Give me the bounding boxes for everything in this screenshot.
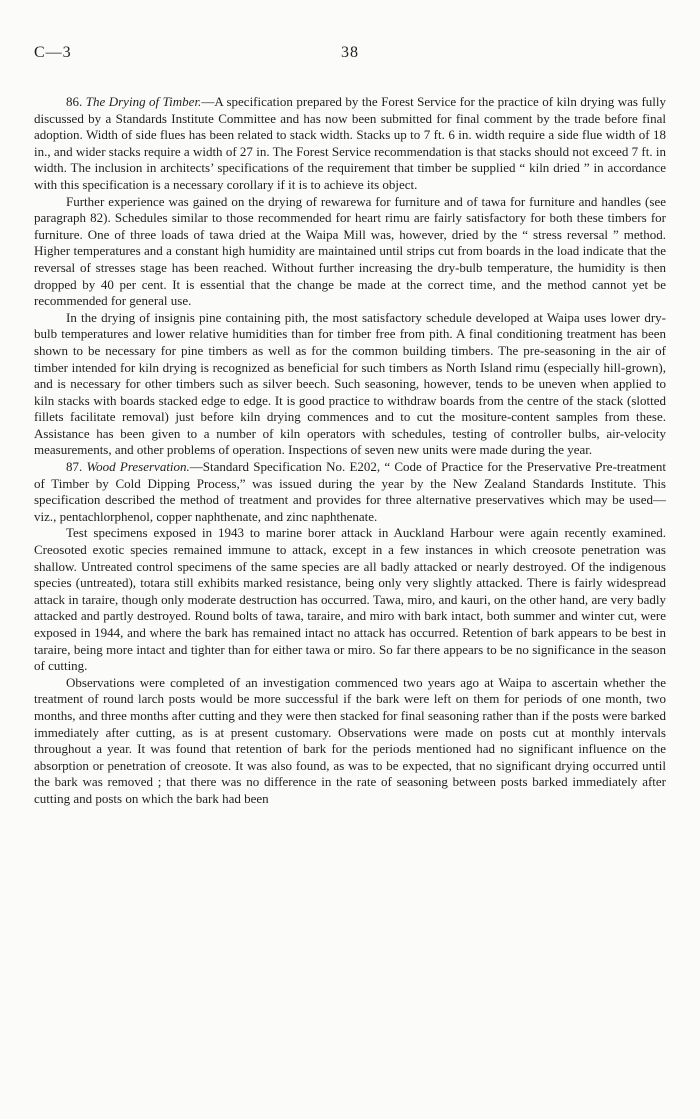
section-number: 86. (66, 94, 83, 109)
paragraph: In the drying of insignis pine containing pith, the most satisfactory schedule developed at Waipa uses lower dry-bulb temperatures and lower relative humidities than for timber free from pith. A final conditioning treatment has been shown to be necessary for pine timbers as well as for the common building timbers. The pre-seasoning in the air of timber intended for kiln drying is recognized as beneficial for such timbers as North Island rimu (especially hill-grown), and is necessary for other timbers such as silver beech. Such seasoning, however, tends to be uneven when applied to kiln stacks with boards stacked edge to edge. It is good practice to withdraw boards from the centre of the stack (slotted fillets facilitate removal) just before kiln drying commences and to cut the mositure-content samples from these. Assistance has been given to a number of kiln operators with schedules, testing of controller bulbs, air-velocity measurements, and other problems of operation. Inspections of seven new units were made during the year. (34, 309, 666, 458)
paragraph: Observations were completed of an investigation commenced two years ago at Waipa to ascertain whether the treatment of round larch posts would be more successful if the bark were left on them for periods of one month, two months, and three months after cutting and they were then stacked for final seasoning rather than if the posts were barked immediately after cutting, as is at present customary. Observations were made on posts cut at monthly intervals throughout a year. It was found that retention of bark for the periods mentioned had no significant influence on the absorption or penetration of creosote. It was also found, as was to be expected, that no significant drying occurred until the bark was removed ; that there was no difference in the rate of seasoning between posts barked immediately after cutting and posts on which the bark had been (34, 674, 666, 806)
page-number: 38 (341, 44, 359, 61)
section-number: 87. (66, 459, 83, 475)
parliamentary-paper-ref: C—3 (34, 44, 72, 61)
paragraph (34, 459, 666, 525)
page-header (34, 44, 666, 66)
section-heading: The Drying of Timber. (85, 94, 202, 109)
paragraph-text: —Standard Specification No. E202, “ Code of Practice for the Preservative Pre-treatment of Timber by Cold Dipping Process,” was issued during the year by the New Zealand Standards Institute. This specification described the method of treatment and provides for three alternative preservatives which may be used—viz., pentachlorphenol, copper naphthenate, and zinc naphthenate. (34, 459, 666, 524)
paragraph: Test specimens exposed in 1943 to marine borer attack in Auckland Harbour were again recently examined. Creosoted exotic species remained immune to attack, except in a few instances in which creosote penetration was shallow. Untreated control specimens of the same species are all badly attacked or nearly destroyed. Of the indigenous species (untreated), totara still exhibits marked resistance, being only very slightly attacked. There is fairly widespread attack in taraire, though only moderate destruction has occurred. Tawa, miro, and kauri, on the other hand, are very badly attacked and partly destroyed. Round bolts of tawa, taraire, and miro with bark intact, both summer and winter cut, were exposed in 1944, and where the bark has remained intact no attack has occurred. Retention of bark appears to be best in taraire, being more intact and tighter than for either tawa or miro. So far there appears to be no significance in the season of cutting. (34, 525, 666, 674)
paragraph (34, 94, 666, 194)
paragraph: Further experience was gained on the drying of rewarewa for furniture and of tawa for furniture and handles (see paragraph 82). Schedules similar to those recommended for heart rimu are fairly satisfactory for both these timbers for furniture. One of three loads of tawa dried at the Waipa Mill was, however, dried by the “ stress reversal ” method. Higher temperatures and a constant high humidity are maintained until strips cut from boards in the load indicate that the reversal of stresses stage has been reached. Without further increasing the dry-bulb temperature, the humidity is then dropped by 40 per cent. It is essential that the change be made at the correct time, and the method cannot yet be recommended for general use. (34, 193, 666, 309)
section-heading: Wood Preservation. (86, 459, 190, 475)
page-body (34, 94, 666, 808)
paragraph-text: —A specification prepared by the Forest Service for the practice of kiln drying was fully discussed by a Standards Institute Committee and has now been submitted for final comment by the trade before final adoption. Width of side flues has been related to stack width. Stacks up to 7 ft. 6 in. width require a side flue width of 18 in., and wider stacks require a width of 27 in. The Forest Service recommendation is that stacks should not exceed 7 ft. in width. The inclusion in architects’ specifications of the requirement that timber be supplied “ kiln dried ” in accordance with this specification is a necessary corollary if it is to achieve its object. (34, 94, 667, 192)
